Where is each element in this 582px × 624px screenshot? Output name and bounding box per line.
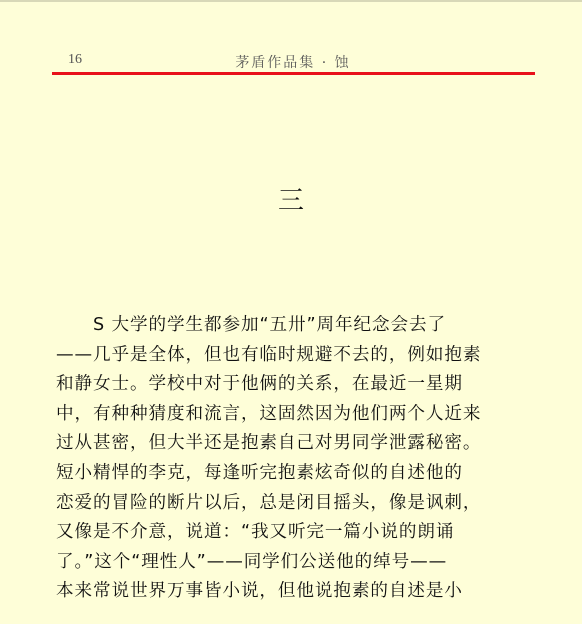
body-line: 过从甚密，但大半还是抱素自己对男同学泄露秘密。 <box>56 433 482 454</box>
body-line: 了。”这个“理性人”——同学们公送他的绰号—— <box>56 551 448 572</box>
running-title: 茅盾作品集 · 蚀 <box>235 55 351 71</box>
page-header <box>52 50 534 72</box>
body-line: 本来常说世界万事皆小说，但他说抱素的自述是小 <box>56 581 463 602</box>
page-top-border <box>0 0 582 2</box>
body-line: S 大学的学生都参加“五卅”周年纪念会去了 <box>56 315 446 335</box>
page-number: 16 <box>68 52 82 67</box>
body-line: ——几乎是全体，但也有临时规避不去的，例如抱素 <box>56 344 482 365</box>
body-line: 中，有种种猜度和流言，这固然因为他们两个人近来 <box>56 403 482 424</box>
body-line: 恋爱的冒险的断片以后，总是闭目摇头，像是讽刺， <box>56 492 482 513</box>
body-line: 和静女士。学校中对于他俩的关系，在最近一星期 <box>56 374 463 395</box>
header-rule <box>52 72 535 75</box>
body-line: 又像是不介意，说道：“我又听完一篇小说的朗诵 <box>56 522 455 543</box>
chapter-heading: 三 <box>277 186 304 216</box>
body-line: 短小精悍的李克，每逢听完抱素炫奇似的自述他的 <box>56 462 463 483</box>
body-text <box>56 311 534 607</box>
